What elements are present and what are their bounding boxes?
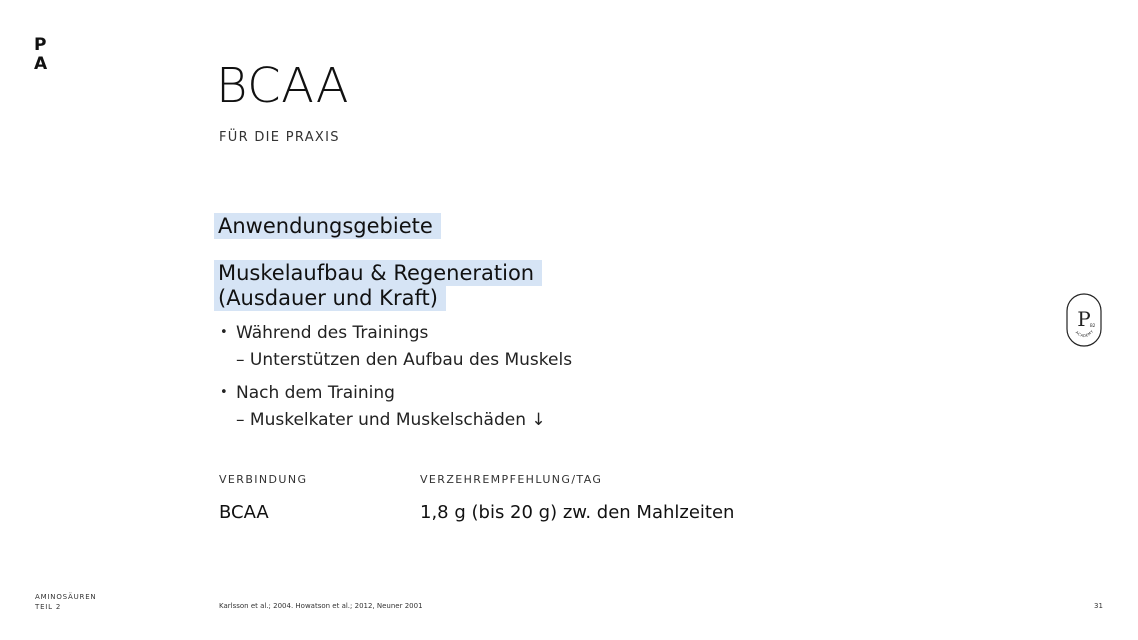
academy-seal-small-text: B2 xyxy=(1090,323,1096,328)
page-number: 31 xyxy=(1094,602,1103,610)
brand-logo xyxy=(34,36,47,74)
application-list xyxy=(220,320,572,434)
academy-seal-icon xyxy=(1066,293,1102,347)
brand-logo-letter-p: P xyxy=(34,35,47,55)
bullet-subitem-after-training: – Muskelkater und Muskelschäden ↓ xyxy=(236,410,546,430)
table-header-daily-dose: VERZEHREMPFEHLUNG/TAG xyxy=(420,473,603,486)
footer-topic xyxy=(35,592,96,612)
section-subheading-line1: Muskelaufbau & Regeneration xyxy=(214,260,542,286)
table-cell-compound: BCAA xyxy=(219,502,269,523)
bullet-item-after-training: • Nach dem Training xyxy=(220,380,572,406)
table-cell-daily-dose: 1,8 g (bis 20 g) zw. den Mahlzeiten xyxy=(420,502,735,523)
slide-title: BCAA xyxy=(216,58,350,114)
bullet-item-during-training: • Während des Trainings xyxy=(220,320,572,346)
footer-references: Karlsson et al.; 2004. Howatson et al.; 2012, Neuner 2001 xyxy=(219,602,423,610)
section-subheading-line2: (Ausdauer und Kraft) xyxy=(214,285,446,311)
brand-logo-letter-a: A xyxy=(34,54,48,74)
section-heading: Anwendungsgebiete xyxy=(214,213,441,239)
academy-seal-letter: P xyxy=(1077,307,1091,331)
table-header-compound: VERBINDUNG xyxy=(219,473,308,486)
slide-subtitle: FÜR DIE PRAXIS xyxy=(219,130,340,145)
bullet-subitem-during-training: – Unterstützen den Aufbau des Muskels xyxy=(236,350,573,370)
footer-topic-line2: TEIL 2 xyxy=(35,603,62,611)
academy-seal-arc-textpath: ACADEMY xyxy=(1074,329,1095,339)
footer-topic-line1: AMINOSÄUREN xyxy=(35,593,97,601)
